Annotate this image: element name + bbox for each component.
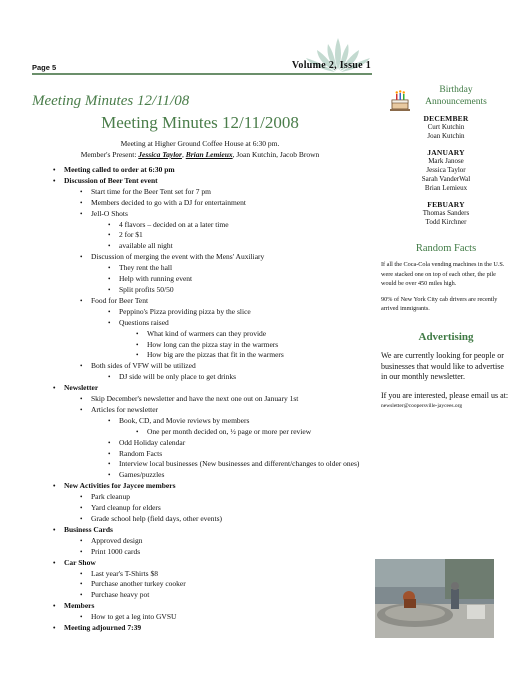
minutes-item — [64, 481, 368, 525]
minutes-item-text: Jell-O Shots — [91, 208, 128, 218]
minutes-sublist — [64, 536, 368, 558]
minutes-sublist — [91, 307, 368, 362]
minutes-subitem — [119, 263, 368, 274]
birthday-name: Joan Kutchin — [427, 132, 465, 141]
meeting-minutes-article — [32, 92, 368, 634]
minutes-item-text: Odd Holiday calendar — [119, 437, 186, 447]
advertising-contact-text: If you are interested, please email us at: — [381, 390, 509, 400]
minutes-item-text: They rent the hall — [119, 263, 173, 273]
minutes-item — [64, 383, 368, 481]
minutes-item-text: Start time for the Beer Tent set for 7 pm — [91, 186, 211, 196]
minutes-subitem — [91, 492, 368, 503]
minutes-subitem — [91, 187, 368, 198]
minutes-sublist — [91, 220, 368, 253]
minutes-item-text: Meeting called to order at 6:30 pm — [64, 165, 175, 174]
minutes-item-text: Approved design — [91, 535, 143, 545]
volume-issue-label: Volume 2, Issue 1 — [291, 60, 371, 71]
birthday-name: Brian Lemieux — [424, 184, 468, 193]
minutes-item-text: Business Cards — [64, 524, 113, 534]
sidebar — [381, 84, 511, 409]
minutes-item-text: Games/puzzles — [119, 470, 165, 480]
minutes-item-text: Discussion of merging the event with the Mens' Auxiliary — [91, 252, 265, 262]
minutes-subitem — [119, 416, 368, 438]
minutes-item-text: Newsletter — [64, 383, 99, 393]
birthday-list — [381, 114, 511, 227]
minutes-list — [32, 165, 368, 634]
minutes-subitem — [91, 209, 368, 253]
minutes-subitem — [91, 514, 368, 525]
minutes-subitem — [119, 274, 368, 285]
minutes-item-text: How big are the pizzas that fit in the warmers — [147, 350, 284, 360]
member-highlight: Brian Lemieux — [185, 150, 233, 159]
member-separator: , — [181, 150, 186, 159]
minutes-subitem — [119, 318, 368, 362]
minutes-item-text: Interview local businesses (New businesses and different/changes to older ones) — [119, 459, 360, 469]
minutes-subitem — [91, 503, 368, 514]
header-rule — [32, 73, 372, 75]
minutes-item-text: Both sides of VFW will be utilized — [91, 361, 196, 371]
minutes-subitem — [91, 590, 368, 601]
minutes-item-text: Help with running event — [119, 274, 193, 284]
birthday-name: Mark Janose — [428, 156, 464, 165]
minutes-subitem — [91, 579, 368, 590]
minutes-subitem — [91, 405, 368, 481]
member-highlight: Jessica Taylor — [138, 150, 182, 159]
minutes-item-text: Purchase another turkey cooker — [91, 579, 186, 589]
minutes-item-text: Last year's T-Shirts $8 — [91, 568, 158, 578]
minutes-item-text: Peppino's Pizza providing pizza by the slice — [119, 306, 251, 316]
birthday-name: Sarah VanderWal — [421, 175, 471, 184]
minutes-subitem — [91, 296, 368, 361]
minutes-subitem — [91, 252, 368, 296]
birthday-cake-icon — [389, 88, 411, 112]
minutes-item — [64, 525, 368, 558]
random-fact: 90% of New York City cab drivers are recently arrived immigrants. — [381, 295, 498, 312]
minutes-subitem — [91, 394, 368, 405]
minutes-item-text: Yard cleanup for elders — [91, 503, 161, 513]
minutes-item-text: Members decided to go with a DJ for entertainment — [91, 197, 246, 207]
minutes-item-text: What kind of warmers can they provide — [147, 328, 267, 338]
minutes-subitem — [119, 285, 368, 296]
random-fact: If all the Coca-Cola vending machines in the U.S. were stacked one on top of each other, the pile would be over 450 miles high. — [381, 261, 505, 288]
minutes-sublist — [91, 263, 368, 296]
birthday-month: JANUARY — [427, 147, 465, 157]
minutes-item-text: How to get a leg into GVSU — [91, 612, 177, 622]
minutes-subitem — [147, 329, 368, 340]
minutes-item-text: New Activities for Jaycee members — [64, 481, 176, 491]
minutes-item — [64, 176, 368, 383]
minutes-item-text: One per month decided on, ½ page or more per review — [147, 426, 312, 436]
minutes-item-text: available all night — [119, 241, 173, 251]
birthday-name: Thomas Sanders — [422, 208, 470, 217]
minutes-item-text: 4 flavors – decided on at a later time — [119, 219, 229, 229]
minutes-item-text: Discussion of Beer Tent event — [64, 175, 158, 185]
minutes-subitem — [119, 241, 368, 252]
minutes-subitem — [119, 470, 368, 481]
minutes-item-text: DJ side will be only place to get drinks — [119, 372, 237, 382]
minutes-item-text: Book, CD, and Movie reviews by members — [119, 415, 250, 425]
members-present-rest: , Joan Kutchin, Jacob Brown — [232, 150, 320, 159]
birthday-heading-line-1: Birthday — [439, 85, 473, 95]
advertising-text: We are currently looking for people or businesses that would like to advertise in our monthly newsletter. — [381, 351, 504, 382]
minutes-sublist — [64, 492, 368, 525]
minutes-subitem — [119, 220, 368, 231]
minutes-subitem — [119, 449, 368, 460]
minutes-subitem — [119, 372, 368, 383]
birthday-name: Jessica Taylor — [426, 165, 466, 174]
event-photo — [375, 559, 494, 638]
minutes-item-text: Car Show — [64, 557, 96, 567]
birthday-month: FEBUARY — [427, 199, 465, 209]
minutes-item-text: Park cleanup — [91, 492, 130, 502]
birthday-month: DECEMBER — [423, 114, 469, 123]
minutes-item-text: Print 1000 cards — [91, 546, 141, 556]
birthday-heading-line-2: Announcements — [425, 97, 487, 107]
minutes-subitem — [91, 569, 368, 580]
members-present — [32, 149, 368, 160]
minutes-subitem — [119, 459, 368, 470]
minutes-item-text: Skip December's newsletter and have the next one out on January 1st — [91, 394, 299, 404]
minutes-item-text: Split profits 50/50 — [119, 284, 174, 294]
minutes-sublist — [64, 569, 368, 602]
minutes-subitem — [91, 361, 368, 383]
minutes-sublist — [91, 416, 368, 481]
minutes-item — [64, 601, 368, 623]
minutes-sublist — [91, 372, 368, 383]
page-number-label: Page 5 — [32, 63, 57, 72]
minutes-item-text: Purchase heavy pot — [91, 590, 150, 600]
minutes-subitem — [91, 612, 368, 623]
minutes-sublist — [64, 394, 368, 481]
minutes-subitem — [147, 427, 368, 438]
advertising-heading: Advertising — [418, 331, 474, 344]
minutes-item-text: Meeting adjourned 7:39 — [64, 623, 142, 633]
meeting-info — [32, 138, 368, 160]
minutes-sublist — [64, 187, 368, 383]
birthday-name: Todd Kirchner — [425, 218, 467, 227]
minutes-item-text: Members — [64, 601, 95, 611]
minutes-sublist — [119, 329, 368, 362]
minutes-item-text: Random Facts — [119, 448, 163, 458]
section-heading: Meeting Minutes 12/11/08 — [32, 93, 190, 109]
minutes-item — [64, 623, 368, 634]
minutes-subitem — [119, 307, 368, 318]
minutes-subitem — [91, 198, 368, 209]
advertising-email: newsletter@coopersville-jaycees.org — [381, 403, 463, 410]
minutes-item — [64, 558, 368, 602]
minutes-item-text: How long can the pizza stay in the warmers — [147, 339, 279, 349]
minutes-subitem — [91, 547, 368, 558]
minutes-subitem — [91, 536, 368, 547]
minutes-item-text: Food for Beer Tent — [91, 295, 149, 305]
members-present-prefix: Member's Present: — [80, 150, 139, 159]
minutes-sublist — [119, 427, 368, 438]
article-title: Meeting Minutes 12/11/2008 — [101, 113, 299, 132]
minutes-item-text: Grade school help (field days, other events) — [91, 514, 222, 523]
minutes-subitem — [119, 438, 368, 449]
minutes-sublist — [64, 612, 368, 623]
birthday-heading — [401, 84, 511, 108]
meeting-location: Meeting at Higher Ground Coffee House at 6:30 pm. — [120, 139, 280, 148]
minutes-subitem — [147, 350, 368, 361]
birthday-name: Curt Kutchin — [427, 123, 465, 131]
minutes-subitem — [119, 230, 368, 241]
minutes-item-text: 2 for $1 — [119, 230, 143, 240]
minutes-item-text: Questions raised — [119, 317, 169, 327]
minutes-subitem — [147, 340, 368, 351]
random-facts-heading: Random Facts — [415, 243, 477, 255]
minutes-item — [64, 165, 368, 176]
minutes-item-text: Articles for newsletter — [91, 404, 159, 414]
